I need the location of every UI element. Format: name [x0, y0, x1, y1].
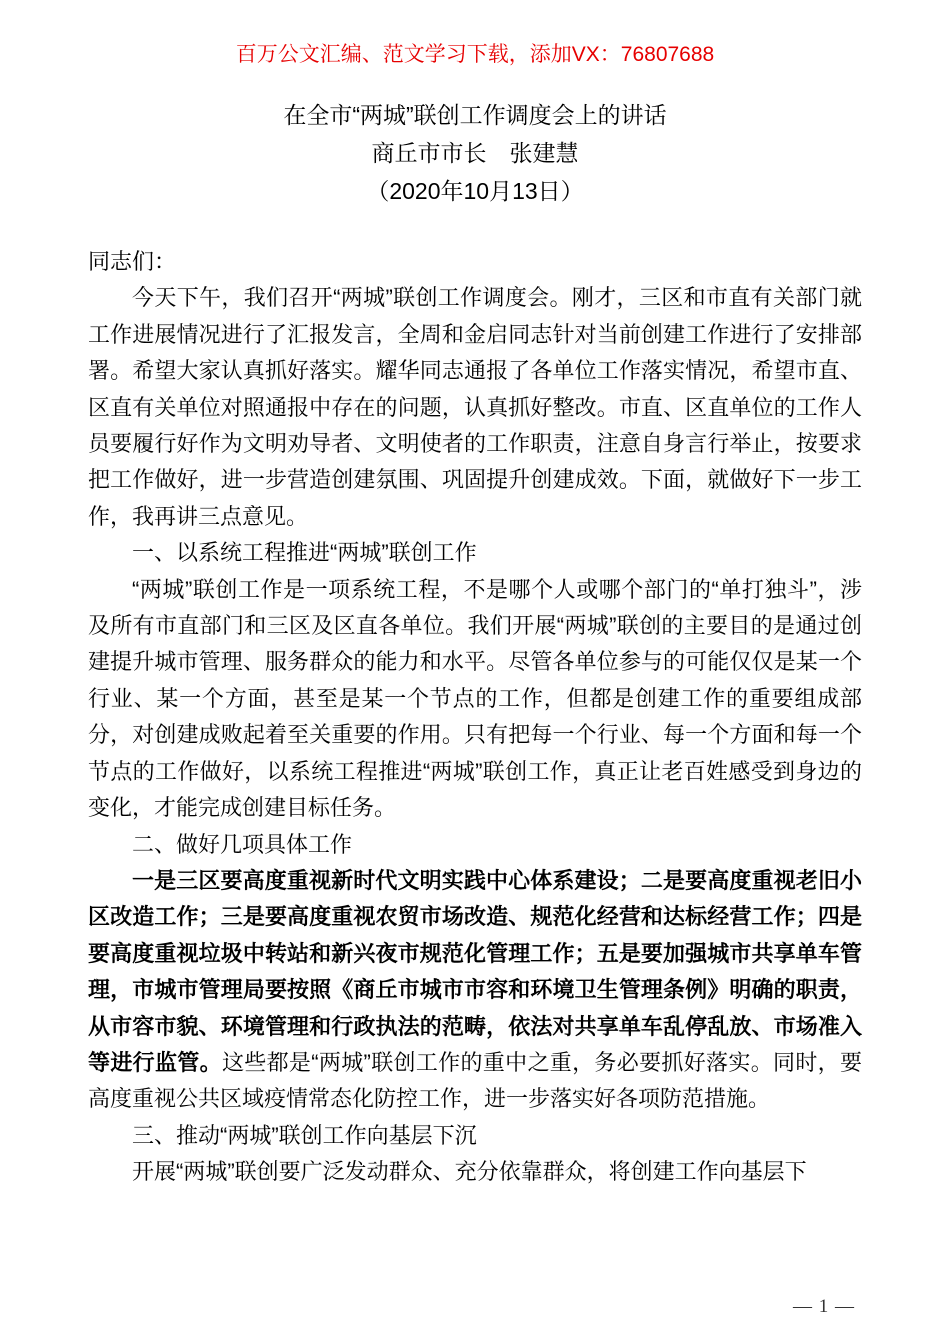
document-body — [88, 244, 862, 1191]
section-2-paragraph — [88, 863, 862, 1118]
date-line: （2020年10月13日） — [366, 178, 584, 204]
section-3-paragraph: 开展“两城”联创要广泛发动群众、充分依靠群众，将创建工作向基层下 — [132, 1159, 807, 1185]
section-1-paragraph: “两城”联创工作是一项系统工程，不是哪个人或哪个部门的“单打独斗”，涉及所有市直部门和三区及区直各单位。我们开展“两城”联创的主要目的是通过创建提升城市管理、服务群众的能力和水平。尽管各单位参与的可能仅仅是某一个行业、某一个方面，甚至是某一个节点的工作，但都是创建工作的重要组成部分，对创建成败起着至关重要的作用。只有把每一个行业、每一个方面和每一个节点的工作做好，以系统工程推进“两城”联创工作，真正让老百姓感受到身边的变化，才能完成创建目标任务。 — [88, 576, 862, 821]
title-block — [0, 96, 950, 210]
section-1-heading: 一、以系统工程推进“两城”联创工作 — [132, 540, 477, 566]
section-2-heading: 二、做好几项具体工作 — [132, 831, 353, 857]
section-3-heading: 三、推动“两城”联创工作向基层下沉 — [132, 1122, 477, 1148]
ad-banner-text: 百万公文汇编、范文学习下载，添加VX：76807688 — [235, 43, 715, 66]
section-2-bold-run: 一是三区要高度重视新时代文明实践中心体系建设；二是要高度重视老旧小区改造工作；三是要高度重视农贸市场改造、规范化经营和达标经营工作；四是要高度重视垃圾中转站和新兴夜市规范化管理工作；五是要加强城市共享单车管理，市城市管理局要按照《商丘市城市市容和环境卫生管理条例》明确的职责，从市容市貌、环境管理和行政执法的范畴，依法对共享单车乱停乱放、市场准入等进行监管。 — [88, 867, 862, 1075]
page-number: — 1 — — [793, 1296, 855, 1317]
speaker-line: 商丘市市长 张建慧 — [371, 140, 579, 166]
salutation: 同志们： — [88, 249, 177, 274]
paragraph-intro: 今天下午，我们召开“两城”联创工作调度会。刚才，三区和市直有关部门就工作进展情况进行了汇报发言，全周和金启同志针对当前创建工作进行了安排部署。希望大家认真抓好落实。耀华同志通报了各单位工作落实情况，希望市直、区直有关单位对照通报中存在的问题，认真抓好整改。市直、区直单位的工作人员要履行好作为文明劝导者、文明使者的工作职责，注意自身言行举止，按要求把工作做好，进一步营造创建氛围、巩固提升创建成效。下面，就做好下一步工作，我再讲三点意见。 — [88, 285, 862, 529]
document-title: 在全市“两城”联创工作调度会上的讲话 — [283, 102, 667, 128]
section-2-regular-run: 这些都是“两城”联创工作的重中之重，务必要抓好落实。同时，要高度重视公共区域疫情常态化防控工作，进一步落实好各项防范措施。 — [88, 1049, 862, 1112]
